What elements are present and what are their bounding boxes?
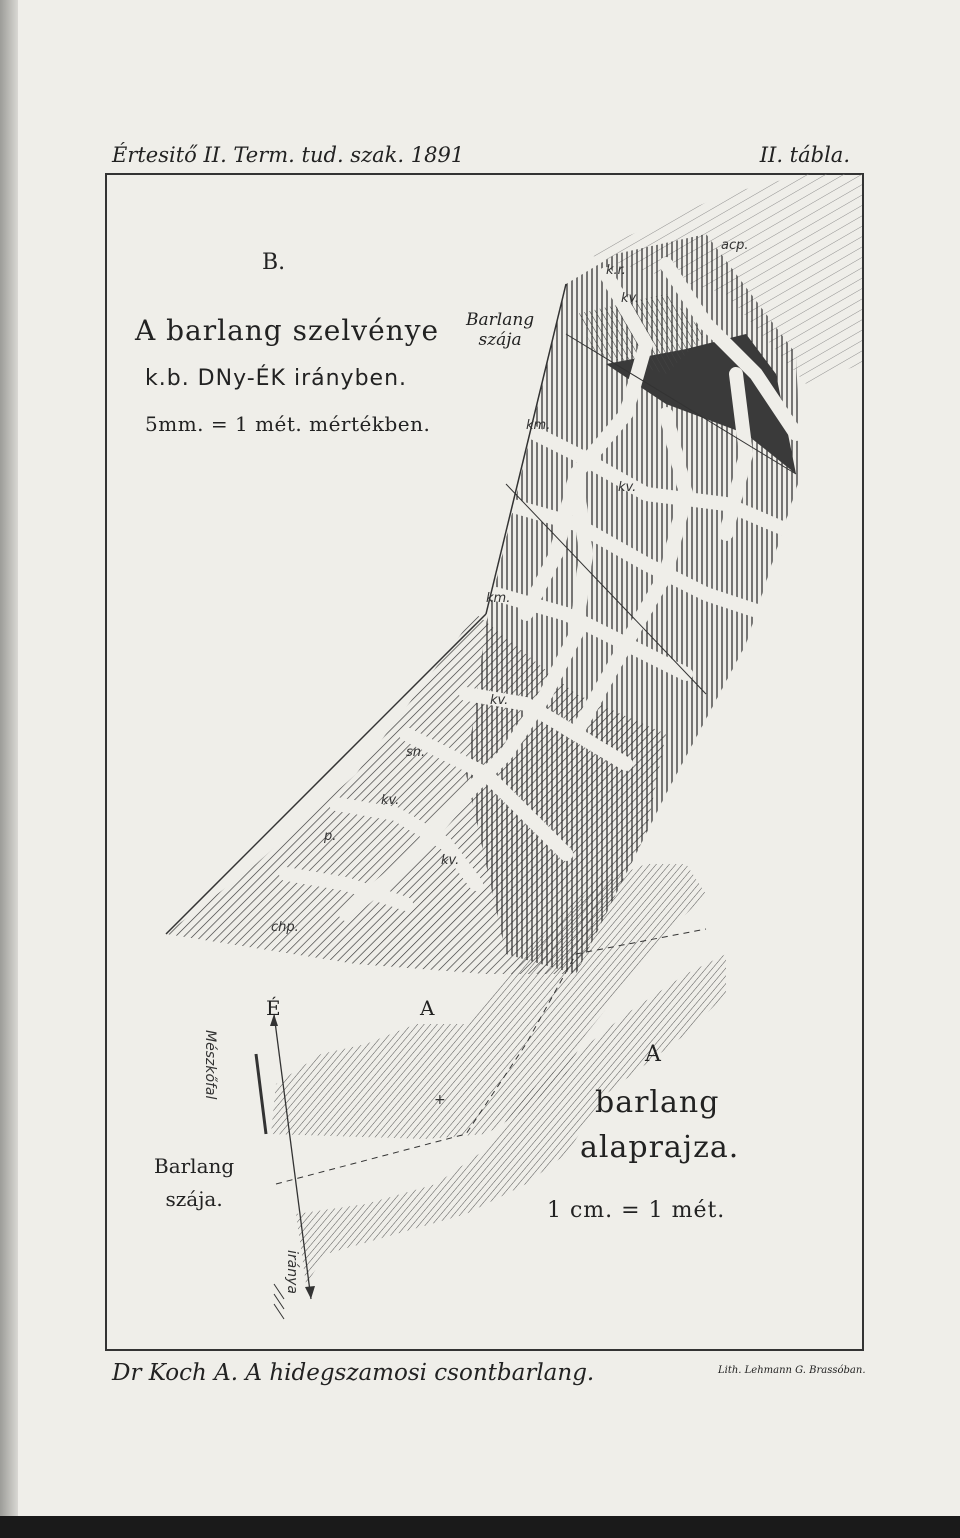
stratum-label: km.	[526, 418, 551, 433]
binding-shadow	[0, 0, 18, 1538]
section-scale: 5mm. = 1 mét. mértékben.	[145, 412, 431, 436]
plan-title-line2: alaprajza.	[580, 1130, 740, 1165]
stratum-label: sn.	[406, 745, 426, 760]
section-title: A barlang szelvénye	[135, 314, 440, 347]
section-direction: k.b. DNy-ÉK irányben.	[145, 366, 408, 391]
plate-number: II. tábla.	[759, 143, 850, 167]
stratum-label: kv.	[618, 480, 637, 495]
stratum-label: k.r.	[606, 263, 626, 278]
stratum-label: kv.	[441, 853, 460, 868]
plan-marker: +	[434, 1092, 446, 1108]
stratum-label: km.	[486, 591, 511, 606]
direction-arrow-head	[305, 1286, 315, 1299]
scan-edge	[0, 1516, 960, 1538]
plan-mouth-label: Barlang szája.	[154, 1154, 235, 1211]
stratum-label: p.	[324, 829, 337, 844]
plan-scale: 1 cm. = 1 mét.	[547, 1198, 726, 1223]
stratum-label: chp.	[271, 920, 299, 935]
stratum-label: kv.	[381, 793, 400, 808]
north-label: É	[266, 996, 281, 1020]
section-mouth-label: Barlang szája	[466, 310, 535, 350]
lithographer-credit: Lith. Lehmann G. Brassóban.	[718, 1365, 866, 1376]
journal-header: Értesitő II. Term. tud. szak. 1891	[112, 143, 465, 167]
plan-title-line1: barlang	[595, 1085, 720, 1120]
limestone-label: Mészkőfal	[202, 1030, 218, 1100]
direction-label: iránya	[284, 1250, 300, 1294]
stratum-label: kv.	[621, 291, 640, 306]
stratum-label: kv.	[490, 693, 509, 708]
section-profile	[166, 174, 862, 974]
stratum-label: acp.	[721, 238, 749, 253]
feather-icon	[274, 1284, 284, 1319]
author-caption: Dr Koch A. A hidegszamosi csontbarlang.	[112, 1360, 595, 1386]
limestone-wall	[256, 1054, 266, 1134]
plan-title-article: A	[645, 1042, 661, 1067]
plan-letter: A	[420, 996, 435, 1020]
section-letter: B.	[262, 250, 286, 275]
